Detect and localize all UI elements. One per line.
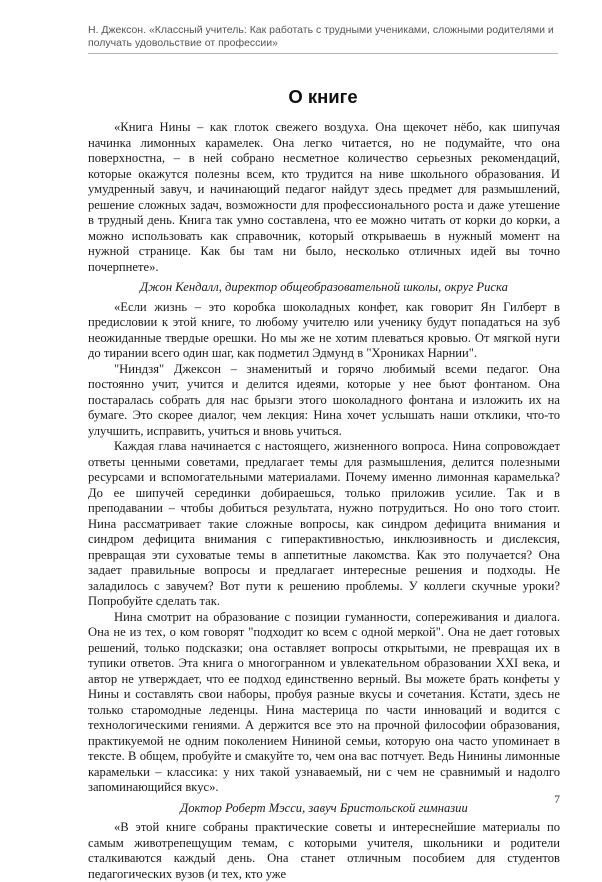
body-text — [88, 120, 560, 882]
paragraph: Нина смотрит на образование с позиции гуманности, сопереживания и диалога. Она не из тех, о ком говорят "подходит ко всем с одной меркой". Она не дает готовых решений, только подсказки; она оставляет вопросы открытыми, не превращая их в тупики ответов. Эта книга о многогранном и увлекательном образовании XXI века, и автор не утверждает, что ее подход единственно верный. Вы можете брать конфеты у Нины и составлять свои наборы, пробуя разные вкусы и сочетания. Кстати, здесь не только старомодные леденцы. Нина мастерица по части инноваций и водится с технологическими гениями. А держится все это на прочной философии образования, практикуемой не одним поколением Нининой семьи, которую она часто упоминает в тексте. В общем, пробуйте и смакуйте то, чем она вас потчует. Ведь Нинины лимонные карамельки – классика: у них такой узнаваемый, ни с чем не сравнимый и надолго запоминающийся вкус». — [88, 609, 560, 794]
page-number: 7 — [554, 794, 560, 806]
attribution: Джон Кендалл, директор общеобразовательной школы, округ Риска — [140, 280, 508, 294]
header-divider — [88, 53, 558, 54]
paragraph: «Книга Нины – как глоток свежего воздуха. Она щекочет нёбо, как шипучая начинка лимонных карамелек. Она легко читается, но не подумайте, что она поверхностна, – в ней собрано несметное количество серьезных рекомендаций, которые окажутся полезны всем, кто трудится на ниве школьного образования. И умудренный завуч, и начинающий педагог найдут здесь предмет для размышлений, решение сложных задач, возможности для профессионального роста и даже утешение в трудный день. Книга так умно составлена, что ее можно читать от корки до корки, а можно использовать как справочник, который открываешь в нужный момент на нужной странице. Как бы там ни было, несколько отличных идей вы точно почерпнете». — [88, 120, 560, 274]
page-title: О книге — [288, 86, 358, 107]
attribution: Доктор Роберт Мэсси, завуч Бристольской гимназии — [180, 800, 468, 815]
paragraph: "Ниндзя" Джексон – знаменитый и горячо любимый всеми педагог. Она постоянно учит, учится и делится идеями, которые у нее бьют фонтаном. Она постаралась собрать для нас брызги этого шоколадного фонтана и изложить их на бумаге. Это скорее диалог, чем лекция: Нина хочет услышать наши отклики, что-то улучшить, исправить, учиться и вновь учиться. — [88, 361, 560, 438]
paragraph: Каждая глава начинается с настоящего, жизненного вопроса. Нина сопровождает ответы ценными советами, предлагает темы для размышления, делится полезными ресурсами и вспомогательными материалами. Почему именно лимонная карамелька? До ее шипучей серединки добираешься, только приложив усилие. Так и в преподавании – чтобы добиться результата, нужно потрудиться. Но оно того стоит. Нина рассматривает такие сложные вопросы, как синдром дефицита внимания и синдром дефицита внимания с гиперактивностью, инклюзивность и дислексия, превращая эти суховатые темы в аппетитные лакомства. Как это получается? Она задает правильные вопросы и предлагает интересные решения и подходы. Не заладилось с завучем? Вот пути к решению проблемы. У коллеги скучные уроки? Попробуйте сделать так. — [88, 439, 560, 608]
paragraph: «В этой книге собраны практические советы и интереснейшие материалы по самым животрепещущим темам, с которыми учителя, школьники и родители сталкиваются каждый день. Она станет отличным пособием для студентов педагогических вузов (и тех, кто уже — [88, 820, 560, 881]
paragraph: «Если жизнь – это коробка шоколадных конфет, как говорит Ян Гилберт в предисловии к этой книге, то любому учителю или ученику будут попадаться на зуб неожиданные твердые орешки. Но мы же не хотим плеваться кровью. От мягкой нуги до тирании всего один шаг, как подметил Эдмунд в "Хрониках Нарнии". — [88, 299, 560, 360]
running-head: Н. Джексон. «Классный учитель: Как работать с трудными учениками, сложными родителями и получать удовольствие от профессии» — [88, 24, 554, 49]
